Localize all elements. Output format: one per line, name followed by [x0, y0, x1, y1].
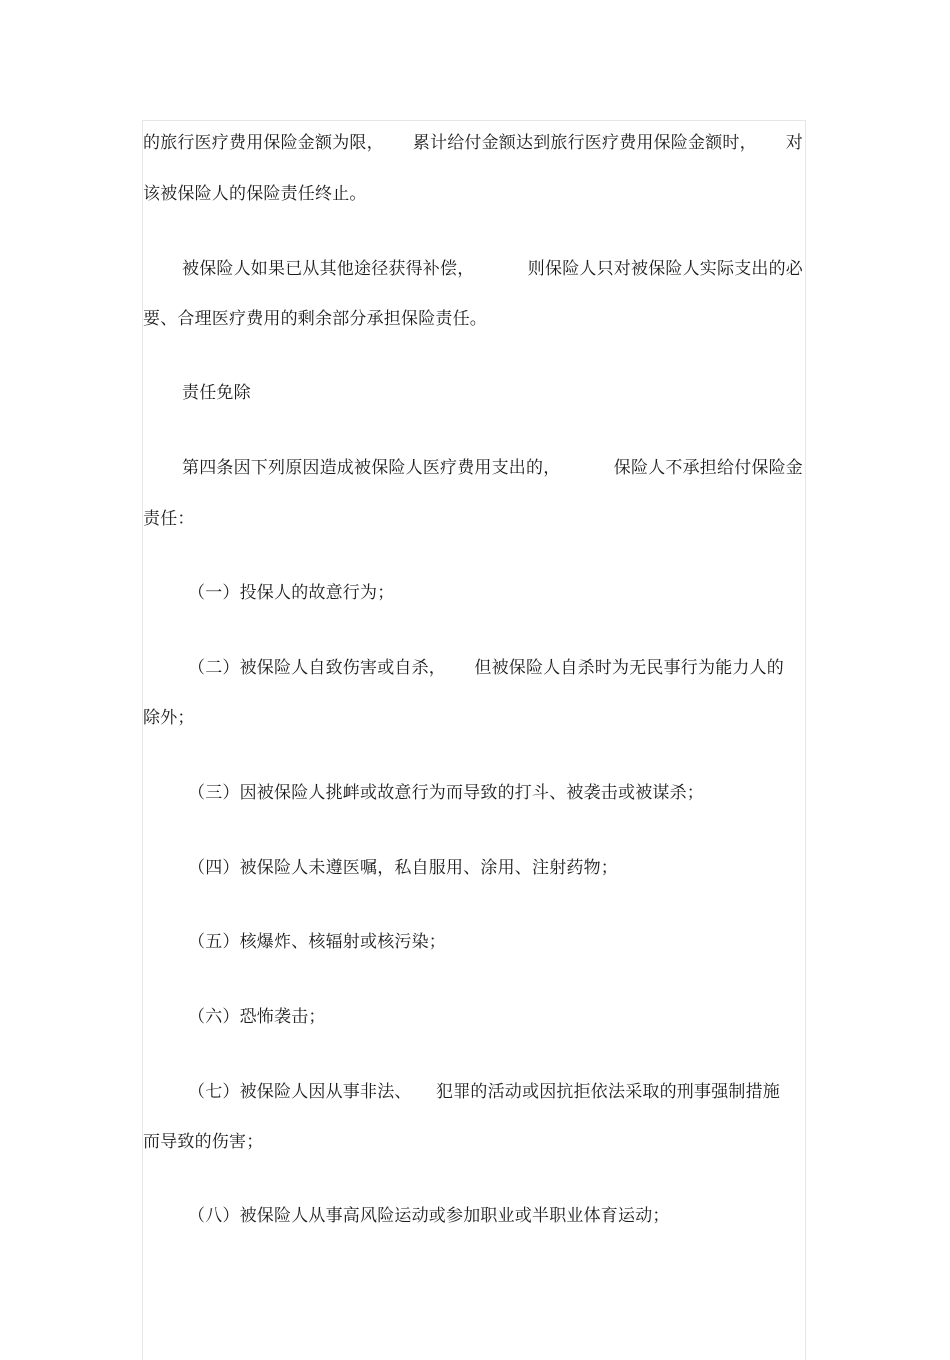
exclusion-item-2-line-1 — [188, 656, 784, 680]
paragraph-1-line-1 — [143, 131, 803, 155]
text-segment: 犯罪的活动或因抗拒依法采取的刑事强制措施 — [436, 1082, 780, 1102]
exclusion-item-6: （六）恐怖袭击； — [188, 1007, 326, 1027]
exclusion-item-1: （一）投保人的故意行为； — [188, 583, 395, 603]
exclusion-item-7-line-1 — [188, 1080, 780, 1104]
exclusion-item-7-line-2: 而导致的伤害； — [143, 1132, 264, 1152]
text-segment: 的旅行医疗费用保险金额为限， — [143, 133, 384, 153]
exclusion-item-4: （四）被保险人未遵医嘱，私自服用、涂用、注射药物； — [188, 858, 618, 878]
text-segment: 对 — [785, 133, 803, 153]
text-segment: （七）被保险人因从事非法、 — [188, 1082, 412, 1102]
exclusion-item-2-line-2: 除外； — [143, 708, 195, 728]
page-frame — [142, 120, 806, 1360]
article-4-line-2: 责任： — [143, 509, 195, 529]
text-segment: 被保险人如果已从其他途径获得补偿， — [182, 259, 475, 279]
paragraph-2-line-1 — [182, 257, 803, 281]
exclusion-item-3: （三）因被保险人挑衅或故意行为而导致的打斗、被袭击或被谋杀； — [188, 783, 704, 803]
article-4-line-1 — [182, 456, 803, 480]
paragraph-1-line-2: 该被保险人的保险责任终止。 — [143, 184, 367, 204]
text-segment: （二）被保险人自致伤害或自杀， — [188, 658, 446, 678]
text-segment: 但被保险人自杀时为无民事行为能力人的 — [474, 658, 784, 678]
text-segment: 保险人不承担给付保险金 — [613, 458, 803, 478]
text-segment: 累计给付金额达到旅行医疗费用保险金额时， — [412, 133, 757, 153]
paragraph-2-line-2: 要、合理医疗费用的剩余部分承担保险责任。 — [143, 309, 487, 329]
exclusion-item-5: （五）核爆炸、核辐射或核污染； — [188, 932, 446, 952]
section-heading: 责任免除 — [182, 383, 251, 403]
text-segment: 第四条因下列原因造成被保险人医疗费用支出的， — [182, 458, 561, 478]
exclusion-item-8: （八）被保险人从事高风险运动或参加职业或半职业体育运动； — [188, 1206, 670, 1226]
text-segment: 则保险人只对被保险人实际支出的必 — [527, 259, 803, 279]
